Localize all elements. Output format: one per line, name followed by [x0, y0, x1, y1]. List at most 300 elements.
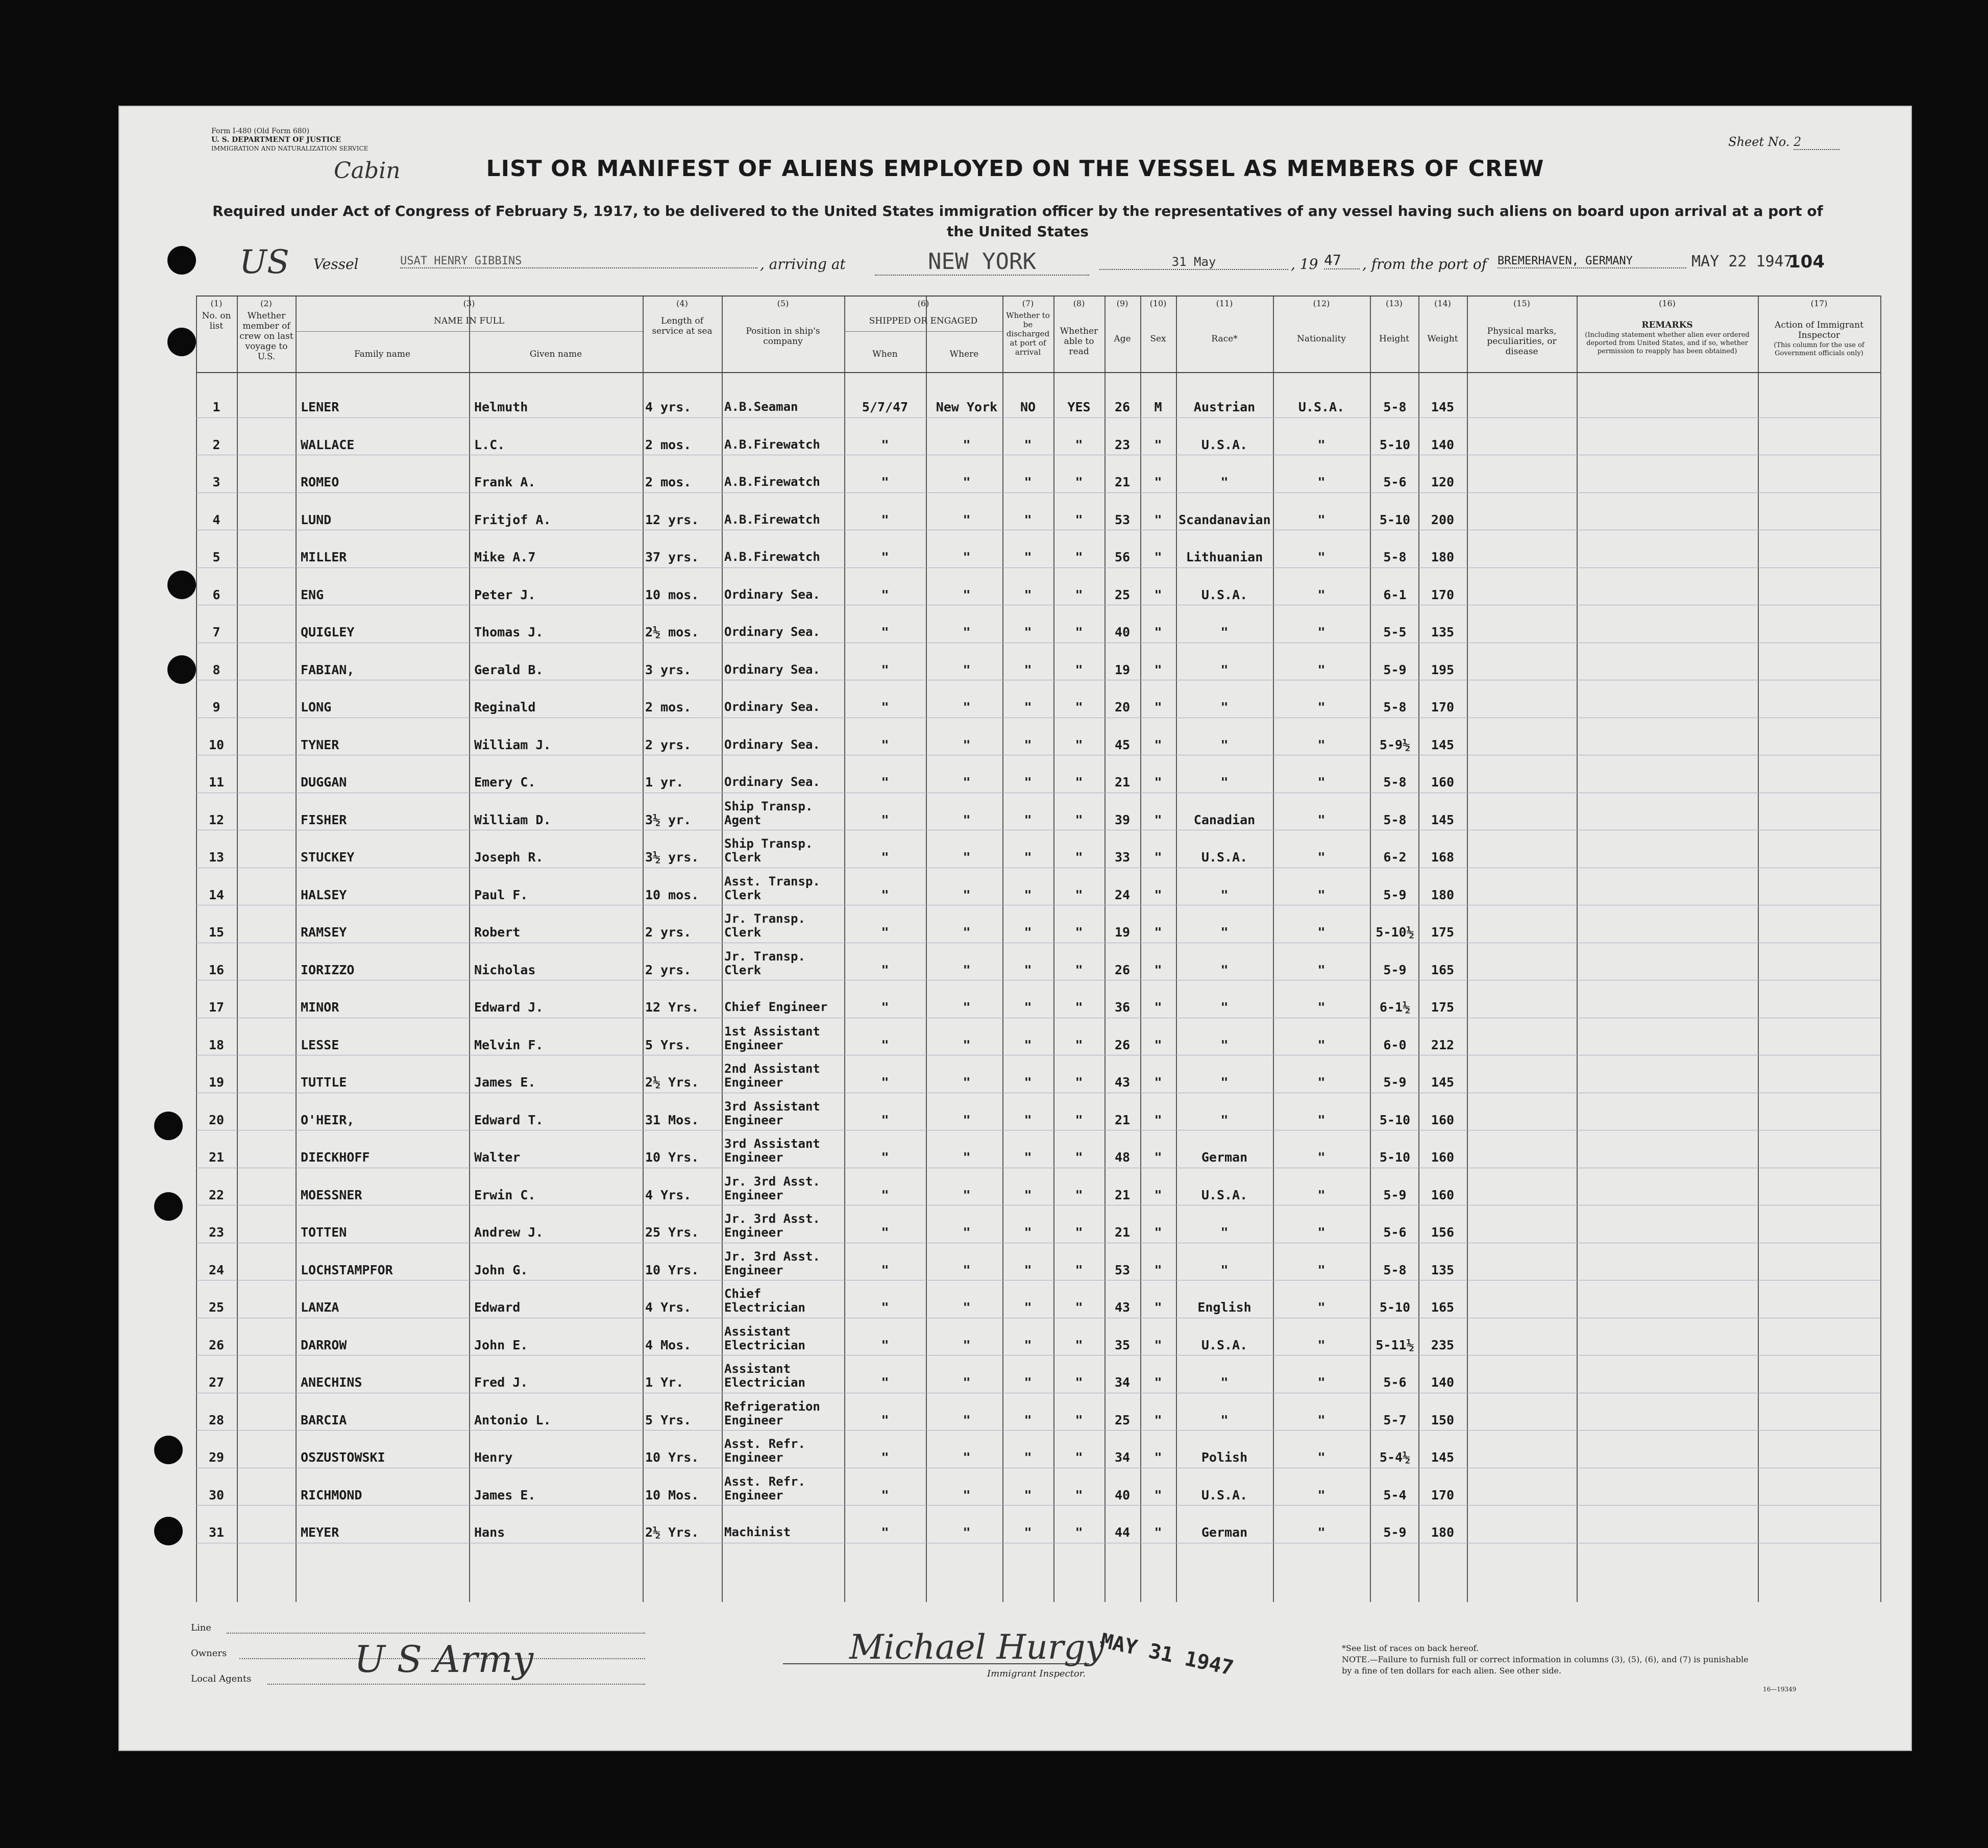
col-head-age: Age	[1114, 334, 1131, 344]
table-row	[196, 1055, 1880, 1092]
shipped-where: "	[963, 1150, 971, 1165]
discharged: "	[1024, 1300, 1032, 1315]
discharged: "	[1024, 437, 1032, 452]
family-name: IORIZZO	[301, 962, 355, 977]
race: U.S.A.	[1201, 587, 1248, 602]
nationality: "	[1317, 1525, 1326, 1540]
discharged: "	[1024, 1112, 1032, 1127]
weight: 165	[1431, 962, 1455, 977]
position: A.B.Firewatch	[724, 550, 820, 564]
service-length: 10 Yrs.	[645, 1262, 699, 1277]
weight: 160	[1431, 1112, 1455, 1127]
shipped-where: "	[963, 512, 971, 527]
discharged: "	[1024, 850, 1032, 865]
row-number: 9	[212, 700, 220, 714]
height: 5-8	[1383, 700, 1407, 714]
race: "	[1220, 1037, 1229, 1052]
table-row	[196, 718, 1880, 754]
shipped-where: "	[963, 1112, 971, 1127]
shipped-when: "	[881, 1187, 889, 1202]
discharged: "	[1024, 550, 1032, 564]
able-to-read: "	[1075, 700, 1083, 714]
weight: 212	[1431, 1037, 1455, 1052]
weight: 160	[1431, 775, 1455, 790]
sex: "	[1154, 1112, 1162, 1127]
able-to-read: "	[1075, 925, 1083, 940]
given-name: William J.	[474, 737, 551, 752]
col-num: (10)	[1149, 299, 1167, 308]
punch-hole	[154, 1192, 183, 1221]
weight: 175	[1431, 1000, 1455, 1015]
row-number: 1	[212, 400, 220, 414]
age: 19	[1114, 662, 1131, 677]
height: 5-9	[1383, 662, 1407, 677]
punch-hole	[167, 246, 196, 275]
position: Asst. Refr. Engineer	[724, 1437, 805, 1465]
family-name: TUTTLE	[301, 1075, 347, 1090]
able-to-read: "	[1075, 550, 1083, 564]
shipped-where: "	[963, 1187, 971, 1202]
position: Ordinary Sea.	[724, 662, 820, 677]
family-name: MILLER	[301, 550, 347, 564]
race: Polish	[1201, 1450, 1248, 1465]
race: German	[1201, 1150, 1248, 1165]
age: 26	[1114, 1037, 1131, 1052]
owners-label: Owners	[191, 1648, 227, 1659]
height: 5-6	[1383, 1375, 1407, 1390]
row-number: 18	[208, 1037, 225, 1052]
inspector-stamp: MAY 31 1947	[1098, 1629, 1236, 1681]
row-number: 10	[208, 737, 225, 752]
family-name: LESSE	[301, 1037, 339, 1052]
print-code: 16—19349	[1763, 1686, 1797, 1693]
position: Jr. 3rd Asst. Engineer	[724, 1249, 820, 1277]
discharged: "	[1024, 1412, 1032, 1427]
service-length: 2 mos.	[645, 437, 692, 452]
table-row	[196, 905, 1880, 942]
service-length: 2½ mos.	[645, 625, 699, 639]
weight: 145	[1431, 1075, 1455, 1090]
able-to-read: "	[1075, 1337, 1083, 1352]
height: 5-8	[1383, 400, 1407, 414]
position: 3rd Assistant Engineer	[724, 1099, 820, 1127]
shipped-when: "	[881, 512, 889, 527]
race: German	[1201, 1525, 1248, 1540]
age: 43	[1114, 1300, 1131, 1315]
service-length: 4 Yrs.	[645, 1187, 692, 1202]
position: Ordinary Sea.	[724, 737, 820, 752]
position: Jr. 3rd Asst. Engineer	[724, 1212, 820, 1240]
discharged: "	[1024, 700, 1032, 714]
given-name: Fritjof A.	[474, 512, 551, 527]
given-name: Edward	[474, 1300, 521, 1315]
height: 6-2	[1383, 850, 1407, 865]
able-to-read: "	[1075, 1300, 1083, 1315]
height: 5-6	[1383, 475, 1407, 489]
nationality: "	[1317, 1487, 1326, 1502]
height: 5-4½	[1379, 1450, 1411, 1465]
height: 5-9	[1383, 887, 1407, 902]
col-head-given: Given name	[529, 349, 582, 359]
shipped-where: "	[963, 587, 971, 602]
shipped-when: "	[881, 587, 889, 602]
nationality: "	[1317, 512, 1326, 527]
age: 39	[1114, 812, 1131, 827]
service-length: 3 yrs.	[645, 662, 692, 677]
sex: "	[1154, 437, 1162, 452]
race: English	[1197, 1300, 1251, 1315]
service-length: 3½ yr.	[645, 812, 692, 827]
nationality: "	[1317, 1300, 1326, 1315]
family-name: BARCIA	[301, 1412, 347, 1427]
given-name: William D.	[474, 812, 551, 827]
table-row	[196, 1130, 1880, 1167]
position: Ordinary Sea.	[724, 587, 820, 602]
family-name: TYNER	[301, 737, 339, 752]
sex: "	[1154, 1375, 1162, 1390]
shipped-when: "	[881, 1450, 889, 1465]
race: "	[1220, 1375, 1229, 1390]
table-row	[196, 943, 1880, 979]
able-to-read: "	[1075, 625, 1083, 639]
service-length: 2 mos.	[645, 475, 692, 489]
able-to-read: "	[1075, 1487, 1083, 1502]
height: 5-10½	[1376, 925, 1414, 940]
sex: "	[1154, 475, 1162, 489]
shipped-when: "	[881, 775, 889, 790]
nationality: "	[1317, 1075, 1326, 1090]
given-name: Nicholas	[474, 962, 536, 977]
family-name: MINOR	[301, 1000, 339, 1015]
able-to-read: "	[1075, 812, 1083, 827]
sex: "	[1154, 1150, 1162, 1165]
discharged: "	[1024, 625, 1032, 639]
race: "	[1220, 625, 1229, 639]
family-name: O'HEIR,	[301, 1112, 355, 1127]
agents-field	[267, 1684, 645, 1685]
shipped-when: "	[881, 662, 889, 677]
race: "	[1220, 475, 1229, 489]
shipped-where: "	[963, 475, 971, 489]
shipped-when: "	[881, 812, 889, 827]
height: 5-8	[1383, 1262, 1407, 1277]
arrival-date: 31 May	[1099, 255, 1288, 270]
given-name: Helmuth	[474, 400, 528, 414]
row-number: 6	[212, 587, 220, 602]
race: U.S.A.	[1201, 1487, 1248, 1502]
rule	[1880, 295, 1881, 1602]
position: A.B.Firewatch	[724, 475, 820, 489]
page-title: LIST OR MANIFEST OF ALIENS EMPLOYED ON THE VESSEL AS MEMBERS OF CREW	[486, 156, 1544, 182]
age: 21	[1114, 475, 1131, 489]
given-name: Andrew J.	[474, 1225, 544, 1240]
service-length: 10 Yrs.	[645, 1150, 699, 1165]
family-name: ANECHINS	[301, 1375, 362, 1390]
able-to-read: "	[1075, 1525, 1083, 1540]
position: Jr. 3rd Asst. Engineer	[724, 1174, 820, 1202]
table-row	[196, 1280, 1880, 1317]
family-name: LOCHSTAMPFOR	[301, 1262, 393, 1277]
age: 53	[1114, 1262, 1131, 1277]
race: Canadian	[1193, 812, 1256, 827]
shipped-when: "	[881, 925, 889, 940]
weight: 195	[1431, 662, 1455, 677]
crew-table	[196, 295, 1880, 1602]
sex: "	[1154, 512, 1162, 527]
table-row	[196, 1430, 1880, 1467]
race: "	[1220, 1412, 1229, 1427]
table-row	[196, 793, 1880, 829]
age: 34	[1114, 1450, 1131, 1465]
table-row	[196, 755, 1880, 792]
col-head-family: Family name	[354, 349, 411, 359]
shipped-when: "	[881, 1525, 889, 1540]
sex: "	[1154, 737, 1162, 752]
family-name: DARROW	[301, 1337, 347, 1352]
shipped-when: "	[881, 437, 889, 452]
height: 5-10	[1379, 1112, 1411, 1127]
service-length: 4 Yrs.	[645, 1300, 692, 1315]
row-number: 24	[208, 1262, 225, 1277]
nationality: "	[1317, 887, 1326, 902]
row-number: 28	[208, 1412, 225, 1427]
service-length: 10 Mos.	[645, 1487, 699, 1502]
given-name: Henry	[474, 1450, 513, 1465]
age: 48	[1114, 1150, 1131, 1165]
race: U.S.A.	[1201, 850, 1248, 865]
position: Machinist	[724, 1525, 791, 1539]
able-to-read: "	[1075, 775, 1083, 790]
col-head-action-note: (This column for the use of Government officials only)	[1774, 341, 1864, 357]
row-number: 22	[208, 1187, 225, 1202]
sex: "	[1154, 1487, 1162, 1502]
table-row	[196, 417, 1880, 454]
service-length: 10 mos.	[645, 887, 699, 902]
table-row	[196, 1505, 1880, 1542]
shipped-where: "	[963, 812, 971, 827]
race: Austrian	[1193, 400, 1256, 414]
shipped-where: "	[963, 1300, 971, 1315]
row-number: 11	[208, 775, 225, 790]
col-head-when: When	[872, 349, 898, 359]
shipped-when: "	[881, 1150, 889, 1165]
col-head-last-voyage: Whether member of crew on last voyage to U.S.	[239, 311, 293, 362]
table-row	[196, 380, 1880, 416]
shipped-when: "	[881, 1037, 889, 1052]
row-number: 26	[208, 1337, 225, 1352]
shipped-when: "	[881, 475, 889, 489]
col-head-position: Position in ship's company	[746, 326, 820, 347]
shipped-when: "	[881, 700, 889, 714]
shipped-when: "	[881, 1075, 889, 1090]
nationality: "	[1317, 737, 1326, 752]
row-number: 8	[212, 662, 220, 677]
col-head-height: Height	[1379, 334, 1409, 344]
discharged: "	[1024, 475, 1032, 489]
family-name: STUCKEY	[301, 850, 355, 865]
sex: "	[1154, 550, 1162, 564]
weight: 180	[1431, 1525, 1455, 1540]
nationality: "	[1317, 475, 1326, 489]
nationality: U.S.A.	[1298, 400, 1345, 414]
row-number: 4	[212, 512, 220, 527]
shipped-where: "	[963, 925, 971, 940]
col-head-sex: Sex	[1150, 334, 1166, 344]
height: 5-9	[1383, 962, 1407, 977]
shipped-when: "	[881, 1262, 889, 1277]
col-head-discharged: Whether to be discharged at port of arrival	[1006, 311, 1050, 357]
race: U.S.A.	[1201, 1187, 1248, 1202]
col-num: (7)	[1022, 299, 1034, 308]
punch-hole	[154, 1517, 183, 1545]
height: 5-9½	[1379, 737, 1411, 752]
position: A.B.Seaman	[724, 400, 798, 414]
height: 5-10	[1379, 512, 1411, 527]
age: 45	[1114, 737, 1131, 752]
weight: 200	[1431, 512, 1455, 527]
col-num: (17)	[1810, 299, 1828, 308]
age: 21	[1114, 1187, 1131, 1202]
col-num: (15)	[1513, 299, 1530, 308]
col-num: (16)	[1659, 299, 1676, 308]
given-name: John G.	[474, 1262, 528, 1277]
service: IMMIGRATION AND NATURALIZATION SERVICE	[211, 145, 369, 152]
family-name: LENER	[301, 400, 339, 414]
family-name: WALLACE	[301, 437, 355, 452]
footer	[119, 1612, 1911, 1750]
shipped-where: "	[963, 1450, 971, 1465]
height: 5-8	[1383, 812, 1407, 827]
weight: 145	[1431, 400, 1455, 414]
position: Ordinary Sea.	[724, 625, 820, 639]
height: 5-6	[1383, 1225, 1407, 1240]
sex: "	[1154, 587, 1162, 602]
table-row	[196, 605, 1880, 642]
able-to-read: "	[1075, 1262, 1083, 1277]
sex: "	[1154, 887, 1162, 902]
col-head-shipped: SHIPPED OR ENGAGED	[869, 316, 978, 326]
rule	[196, 372, 1880, 373]
service-length: 2 yrs.	[645, 737, 692, 752]
sex: M	[1154, 400, 1162, 414]
position: A.B.Firewatch	[724, 437, 820, 452]
discharged: "	[1024, 1337, 1032, 1352]
year-suffix: 47	[1324, 252, 1360, 269]
shipped-when: "	[881, 737, 889, 752]
shipped-when: "	[881, 1225, 889, 1240]
race: "	[1220, 1000, 1229, 1015]
able-to-read: "	[1075, 1187, 1083, 1202]
race: "	[1220, 700, 1229, 714]
given-name: Joseph R.	[474, 850, 544, 865]
able-to-read: "	[1075, 437, 1083, 452]
position: Assistant Electrician	[724, 1324, 805, 1352]
family-name: FISHER	[301, 812, 347, 827]
service-length: 12 Yrs.	[645, 1000, 699, 1015]
discharged: "	[1024, 1150, 1032, 1165]
shipped-where: "	[963, 1412, 971, 1427]
shipped-where: "	[963, 1262, 971, 1277]
from-label: , from the port of	[1362, 256, 1487, 273]
row-number: 27	[208, 1375, 225, 1390]
weight: 135	[1431, 625, 1455, 639]
age: 36	[1114, 1000, 1131, 1015]
given-name: L.C.	[474, 437, 505, 452]
position: Ordinary Sea.	[724, 700, 820, 714]
weight: 165	[1431, 1300, 1455, 1315]
position: Assistant Electrician	[724, 1362, 805, 1390]
row-number: 3	[212, 475, 220, 489]
shipped-where: New York	[936, 400, 998, 414]
shipped-where: "	[963, 437, 971, 452]
row-number: 5	[212, 550, 220, 564]
class-note: Cabin	[334, 158, 401, 184]
arriving-label: , arriving at	[760, 256, 846, 273]
rule	[844, 331, 1002, 332]
punch-hole	[167, 655, 196, 684]
family-name: RAMSEY	[301, 925, 347, 940]
position: Ordinary Sea.	[724, 775, 820, 789]
height: 5-7	[1383, 1412, 1407, 1427]
col-head-read: Whether able to read	[1060, 326, 1098, 357]
age: 40	[1114, 625, 1131, 639]
nationality: "	[1317, 1000, 1326, 1015]
family-name: RICHMOND	[301, 1487, 362, 1502]
arriving-port: NEW YORK	[875, 249, 1089, 276]
discharged: "	[1024, 1037, 1032, 1052]
sex: "	[1154, 850, 1162, 865]
sex: "	[1154, 1412, 1162, 1427]
weight: 180	[1431, 887, 1455, 902]
row-number: 21	[208, 1150, 225, 1165]
agents-label: Local Agents	[191, 1673, 252, 1684]
col-head-race: Race*	[1211, 334, 1238, 344]
shipped-where: "	[963, 1525, 971, 1540]
nationality: "	[1317, 1225, 1326, 1240]
weight: 160	[1431, 1150, 1455, 1165]
given-name: Hans	[474, 1525, 505, 1540]
punch-hole	[167, 328, 196, 356]
discharged: "	[1024, 1375, 1032, 1390]
race: "	[1220, 925, 1229, 940]
given-name: Erwin C.	[474, 1187, 536, 1202]
height: 6-1	[1383, 587, 1407, 602]
table-row	[196, 1468, 1880, 1505]
col-num: (3)	[463, 299, 475, 308]
service-length: 1 yr.	[645, 775, 684, 790]
discharged: "	[1024, 962, 1032, 977]
shipped-when: "	[881, 1375, 889, 1390]
family-name: LANZA	[301, 1300, 339, 1315]
able-to-read: "	[1075, 1075, 1083, 1090]
table-row	[196, 1318, 1880, 1354]
col-head-no: No. on list	[202, 311, 231, 331]
weight: 160	[1431, 1187, 1455, 1202]
service-length: 25 Yrs.	[645, 1225, 699, 1240]
weight: 120	[1431, 475, 1455, 489]
weight: 168	[1431, 850, 1455, 865]
manifest-sheet	[118, 106, 1912, 1751]
able-to-read: "	[1075, 1225, 1083, 1240]
able-to-read: "	[1075, 1375, 1083, 1390]
discharged: "	[1024, 925, 1032, 940]
able-to-read: "	[1075, 475, 1083, 489]
given-name: Edward J.	[474, 1000, 544, 1015]
service-length: 2 yrs.	[645, 925, 692, 940]
race: "	[1220, 1075, 1229, 1090]
discharged: "	[1024, 737, 1032, 752]
age: 43	[1114, 1075, 1131, 1090]
